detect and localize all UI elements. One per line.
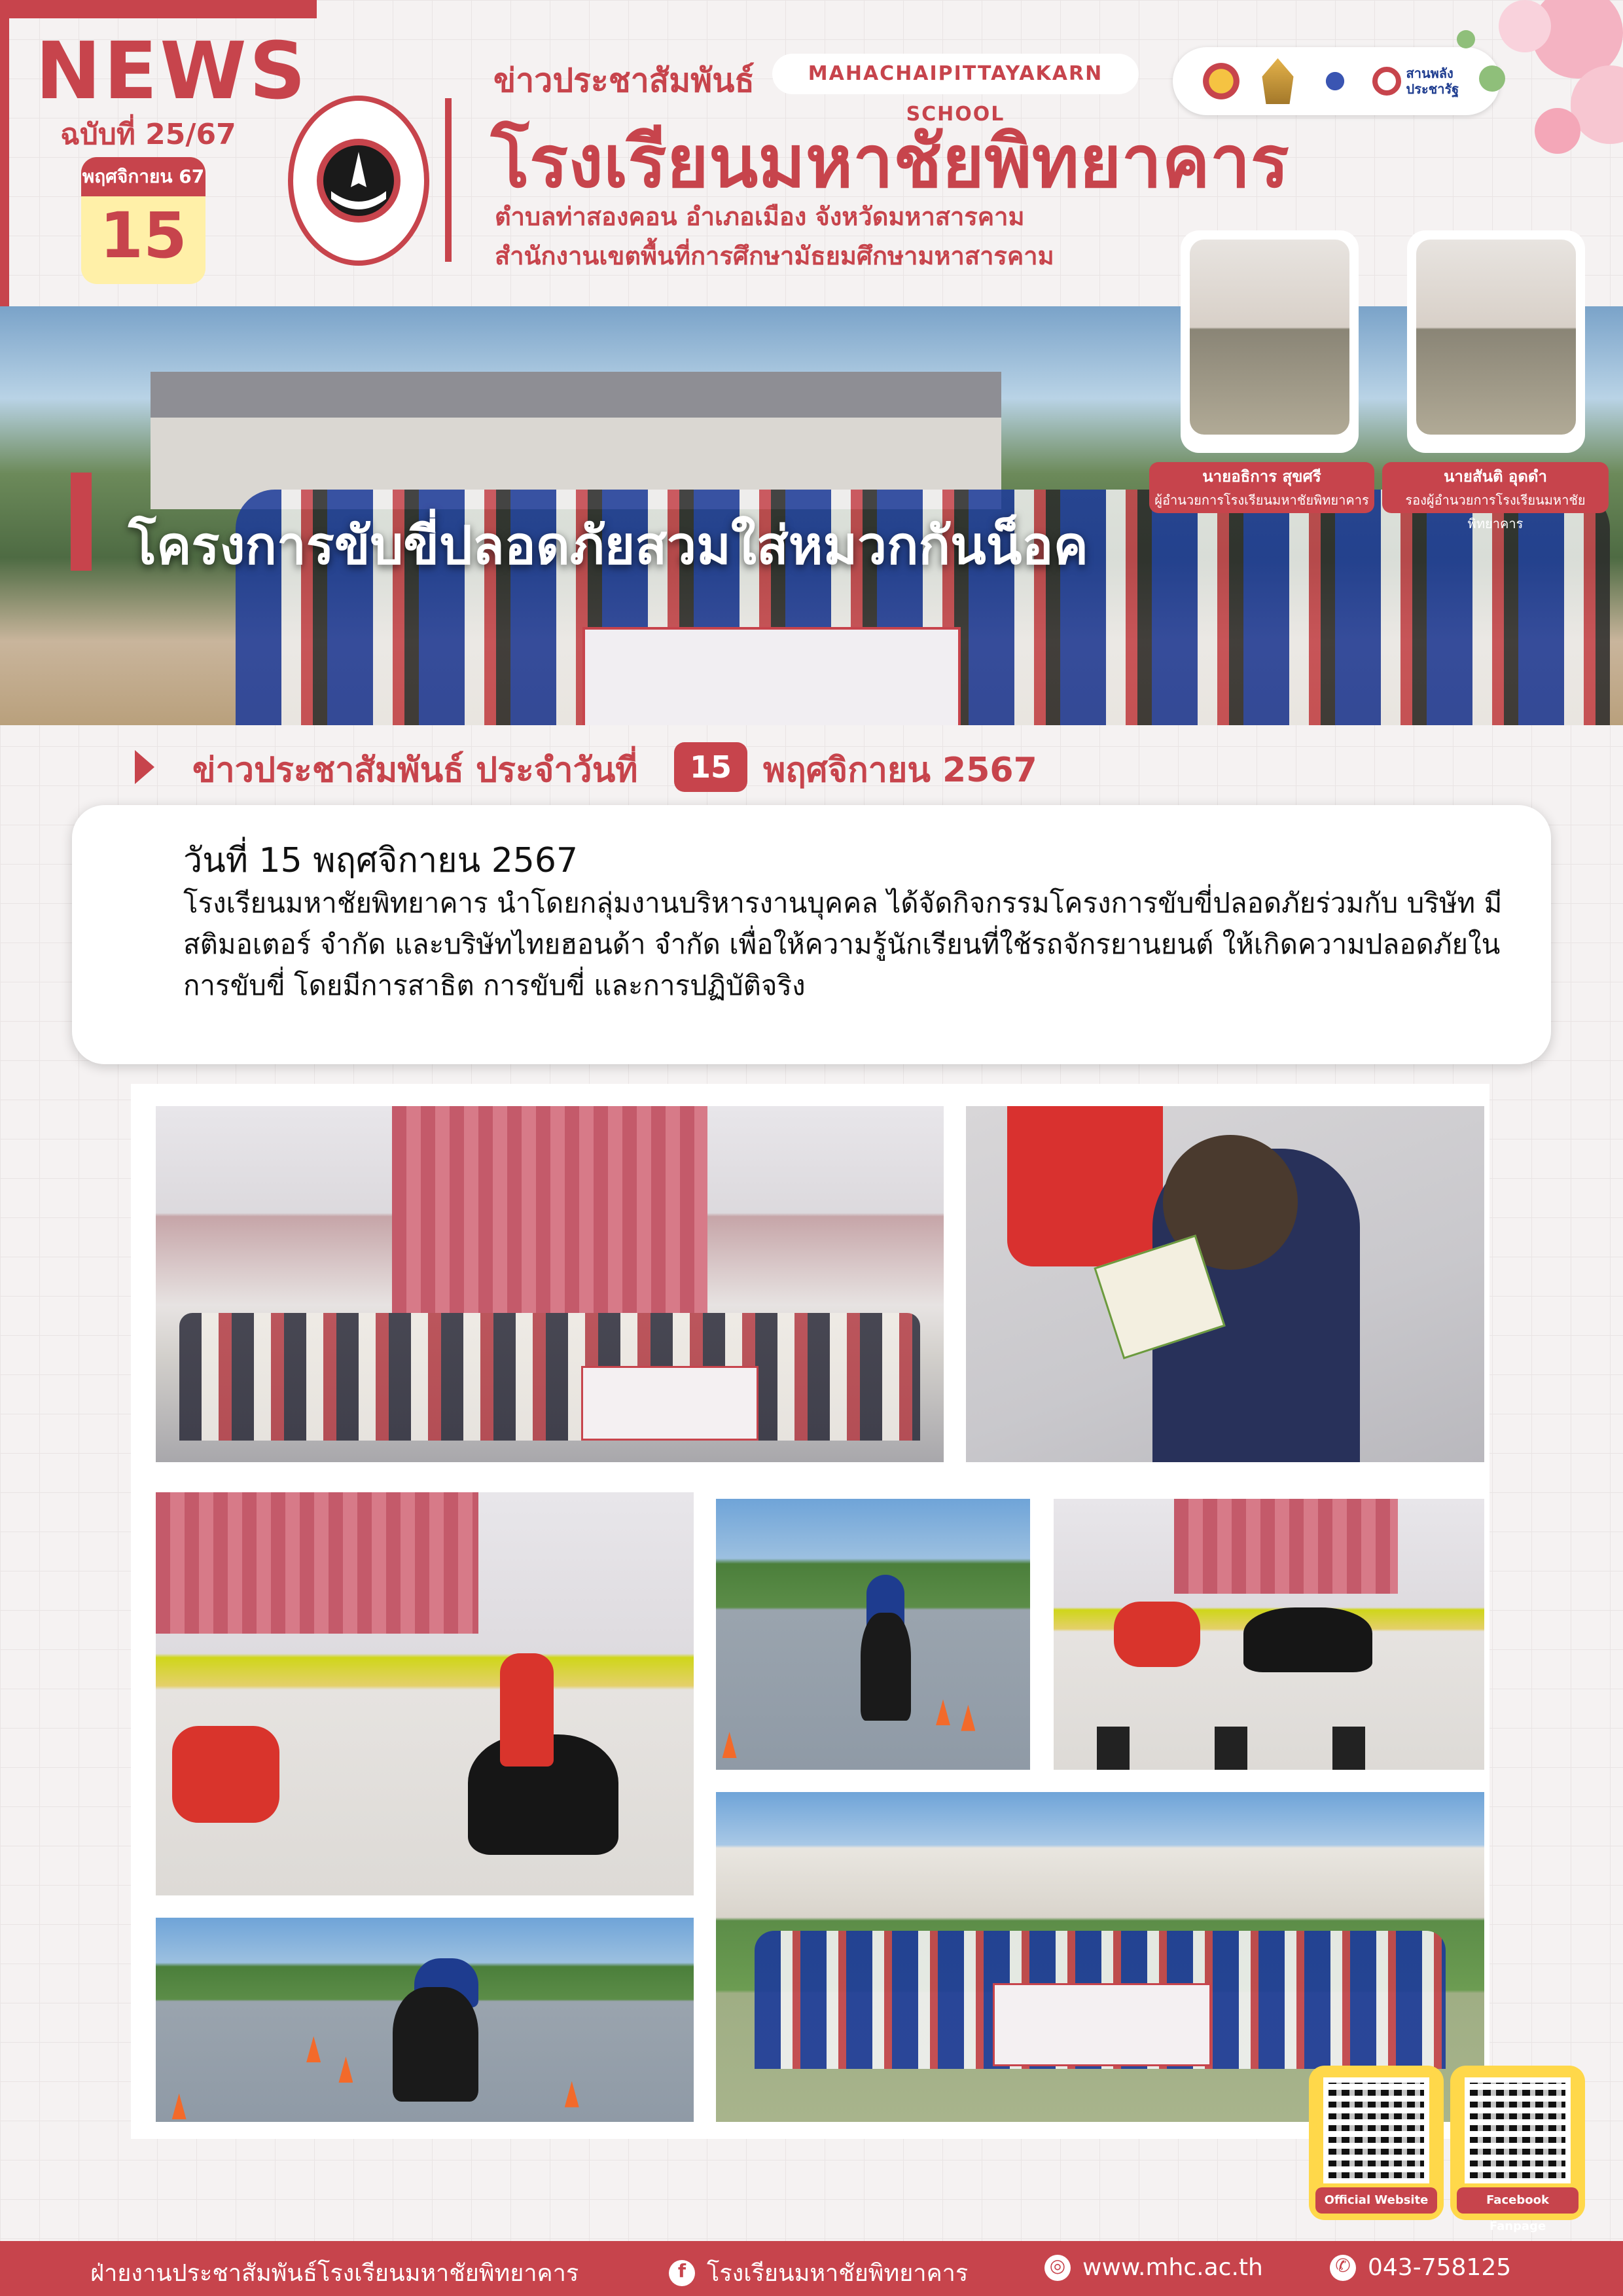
qr-website-label: Official Website (1315, 2187, 1437, 2214)
flower-decoration-icon (1361, 0, 1623, 223)
curtain (392, 1106, 707, 1313)
director-name: นายอธิการ สุขศรี (1202, 467, 1321, 486)
deputy-role: รองผู้อำนวยการโรงเรียนมหาชัยพิทยาคาร (1405, 492, 1586, 531)
school-name-english: MAHACHAIPITTAYAKARN SCHOOL (772, 54, 1139, 94)
traffic-cone-icon (172, 2093, 187, 2119)
people-row (179, 1313, 920, 1441)
scooter-icon (172, 1726, 279, 1823)
date-card-day: 15 (99, 199, 187, 272)
footer-department (90, 2254, 579, 2291)
globe-icon: ◎ (1044, 2255, 1071, 2281)
curtain (1174, 1499, 1398, 1594)
royal-emblem-icon (1258, 58, 1298, 104)
school-seal-icon (293, 101, 424, 260)
qr-code-icon (1323, 2077, 1429, 2183)
footer-website-text: www.mhc.ac.th (1082, 2254, 1263, 2281)
school-address: ตำบลท่าสองคอน อำเภอเมือง จังหวัดมหาสารคาม (495, 202, 1025, 231)
footer-facebook[interactable] (669, 2254, 968, 2291)
photo-outdoor-riding (716, 1499, 1030, 1770)
education-office: สำนักงานเขตพื้นที่การศึกษามัธยมศึกษามหาสารคาม (495, 242, 1054, 270)
deputy-photo (1416, 240, 1576, 435)
issue-number: ฉบับที่ 25/67 (60, 118, 236, 151)
obec-logo-icon (1315, 58, 1355, 104)
rider (500, 1653, 554, 1766)
photo-hall-group (156, 1106, 944, 1462)
footer-phone-text: 043-758125 (1368, 2254, 1512, 2281)
photo-indoor-demo-right (1054, 1499, 1484, 1770)
photo-student-reading (966, 1106, 1484, 1462)
director-nametag (1149, 462, 1374, 513)
deputy-nametag (1382, 462, 1609, 531)
ministry-emblem-icon (1202, 58, 1241, 104)
date-card (81, 157, 205, 284)
project-banner (993, 1983, 1212, 2066)
date-card-month: พฤศจิกายน 67 (81, 157, 205, 196)
footer-department-text: ฝ่ายงานประชาสัมพันธ์โรงเรียนมหาชัยพิทยาคาร (90, 2260, 579, 2287)
deputy-photo-card (1407, 230, 1585, 453)
qr-website[interactable] (1309, 2066, 1444, 2220)
bullet-triangle-icon (135, 750, 154, 784)
date-line-day: 15 (674, 742, 747, 792)
traffic-cone-icon (306, 2036, 321, 2062)
photo-indoor-demo-left (156, 1492, 694, 1895)
audience-heads (1097, 1727, 1441, 1770)
motorcycle-icon (861, 1613, 911, 1721)
header-divider (445, 98, 452, 262)
traffic-cone-icon (338, 2056, 353, 2083)
scooter-icon (1114, 1602, 1200, 1666)
pracharat-text: สานพลัง ประชารัฐ (1406, 65, 1459, 97)
qr-facebook[interactable] (1450, 2066, 1585, 2233)
deputy-name: นายสันติ อุดดำ (1443, 467, 1547, 486)
director-photo (1190, 240, 1349, 435)
hero-title-bar (71, 473, 92, 571)
footer (0, 2241, 1623, 2296)
date-line-month: พฤศจิกายน 2567 (763, 751, 1037, 790)
news-heading: NEWS (35, 26, 309, 117)
director-photo-card (1181, 230, 1359, 453)
traffic-cone-icon (722, 1732, 737, 1758)
article-date: วันที่ 15 พฤศจิกายน 2567 (183, 841, 579, 880)
footer-website[interactable] (1044, 2254, 1263, 2281)
photo-outdoor-cones (156, 1918, 694, 2122)
motorcycle-icon (393, 1987, 479, 2102)
footer-facebook-text: โรงเรียนมหาชัยพิทยาคาร (707, 2260, 969, 2287)
traffic-cone-icon (565, 2081, 579, 2108)
school-seal-logo (288, 96, 429, 266)
article-body: โรงเรียนมหาชัยพิทยาคาร นำโดยกลุ่มงานบริหารงานบุคคล ได้จัดกิจกรรมโครงการขับขี่ปลอดภัยร่วมกับ บริษัท มีสติมอเตอร์ จำกัด และบริษัทไทยฮอนด้า จำกัด เพื่อให้ความรู้นักเรียนที่ใช้รถจักรยานยนต์ ให้เกิดความปลอดภัยในการขับขี่ โดยมีการสาธิต การขับขี่ และการปฏิบัติจริง (183, 887, 1503, 1001)
project-banner (581, 1366, 758, 1441)
hero-banner (582, 627, 961, 725)
date-line-prefix: ข่าวประชาสัมพันธ์ ประจำวันที่ (192, 751, 638, 790)
curtain (156, 1492, 478, 1634)
school-name-thai: โรงเรียนมหาชัยพิทยาคาร (491, 120, 1289, 204)
pr-label: ข่าวประชาสัมพันธ์ (493, 62, 755, 99)
motorcycle-icon (1243, 1607, 1372, 1672)
qr-code-icon (1465, 2077, 1571, 2183)
traffic-cone-icon (936, 1699, 950, 1725)
footer-phone[interactable] (1330, 2254, 1511, 2281)
director-role: ผู้อำนวยการโรงเรียนมหาชัยพิทยาคาร (1154, 492, 1369, 508)
qr-facebook-label: Facebook Fanpage (1457, 2187, 1578, 2214)
facebook-icon: f (669, 2260, 695, 2286)
phone-icon: ✆ (1330, 2255, 1356, 2281)
hero-title: โครงการขับขี่ปลอดภัยสวมใส่หมวกกันน็อค (128, 515, 1088, 576)
red-shirt-person (1007, 1106, 1163, 1266)
traffic-cone-icon (961, 1705, 975, 1731)
